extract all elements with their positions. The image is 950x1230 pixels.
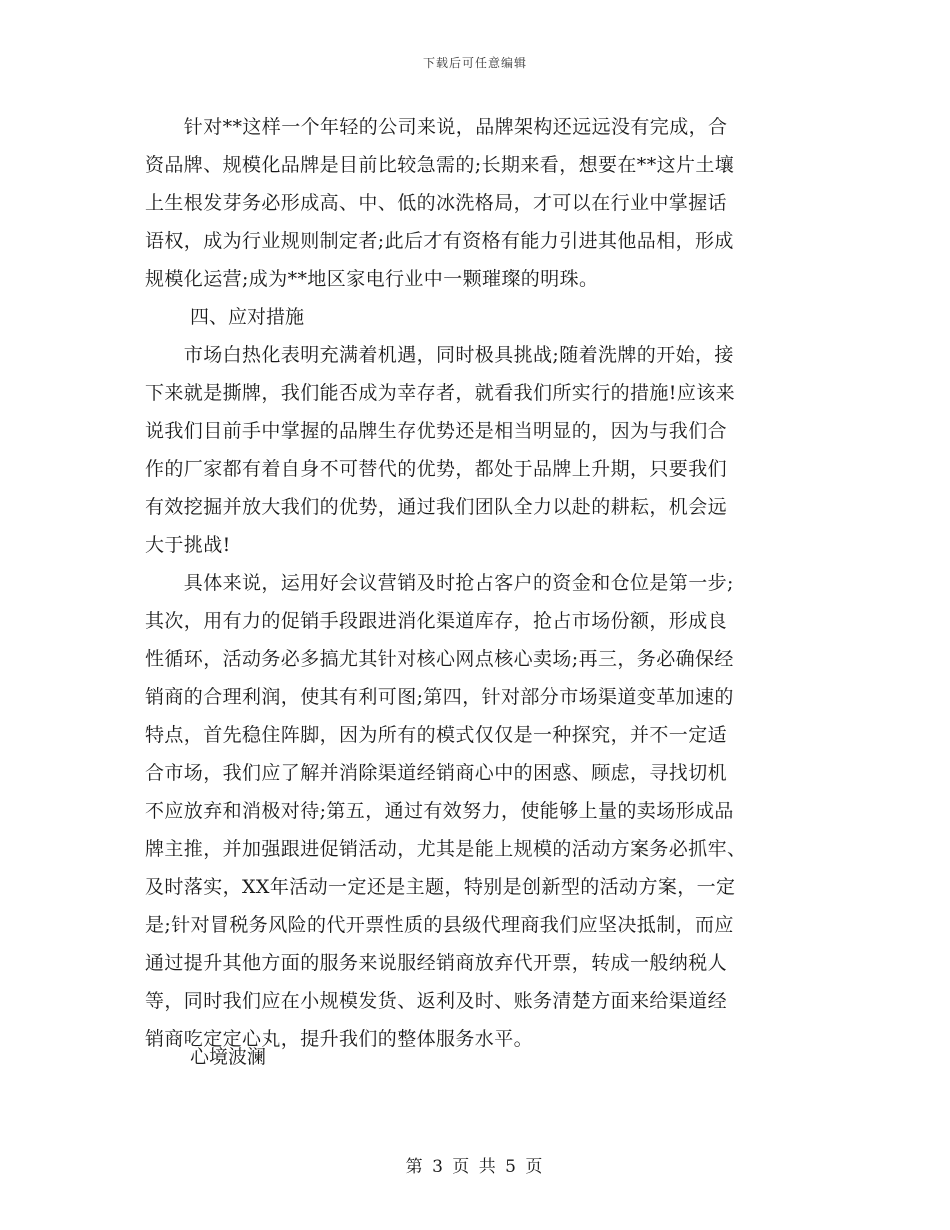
text-line: 作的厂家都有着自身不可替代的优势，都处于品牌上升期，只要我们 bbox=[145, 458, 728, 480]
text-line: 是;针对冒税务风险的代开票性质的县级代理商我们应坚决抵制，而应 bbox=[145, 914, 734, 936]
text-line: 市场白热化表明充满着机遇，同时极具挑战;随着洗牌的开始，接 bbox=[145, 344, 734, 366]
text-line: 特点，首先稳住阵脚，因为所有的模式仅仅是一种探究，并不一定适 bbox=[145, 724, 728, 746]
document-body bbox=[145, 108, 805, 1058]
text-line: 规模化运营;成为**地区家电行业中一颗璀璨的明珠。 bbox=[145, 268, 599, 290]
text-line: 大于挑战! bbox=[145, 534, 231, 556]
text-line: 不应放弃和消极对待;第五，通过有效努力，使能够上量的卖场形成品 bbox=[145, 800, 734, 822]
text-line: 牌主推，并加强跟进促销活动，尤其是能上规模的活动方案务必抓牢、 bbox=[145, 838, 747, 860]
text-line: 合市场，我们应了解并消除渠道经销商心中的困惑、顾虑，寻找切机 bbox=[145, 762, 728, 784]
section-heading-mood: 心境波澜 bbox=[190, 1046, 267, 1068]
text-line: 销商吃定定心丸，提升我们的整体服务水平。 bbox=[145, 1028, 534, 1050]
text-line: 有效挖掘并放大我们的优势，通过我们团队全力以赴的耕耘，机会远 bbox=[145, 496, 728, 518]
text-line: 针对**这样一个年轻的公司来说，品牌架构还远远没有完成，合 bbox=[145, 116, 728, 138]
text-line: 下来就是撕牌，我们能否成为幸存者，就看我们所实行的措施!应该来 bbox=[145, 382, 736, 404]
text-line: 性循环，活动务必多搞尤其针对核心网点核心卖场;再三，务必确保经 bbox=[145, 648, 734, 670]
text-line: 说我们目前手中掌握的品牌生存优势还是相当明显的，因为与我们合 bbox=[145, 420, 728, 442]
text-line: 其次，用有力的促销手段跟进消化渠道库存，抢占市场份额，形成良 bbox=[145, 610, 728, 632]
text-line: 具体来说，运用好会议营销及时抢占客户的资金和仓位是第一步; bbox=[145, 572, 734, 594]
paragraph-brand-structure bbox=[145, 108, 805, 298]
text-line: 等，同时我们应在小规模发货、返利及时、账务清楚方面来给渠道经 bbox=[145, 990, 728, 1012]
section-heading-measures: 四、应对措施 bbox=[190, 306, 305, 328]
page-footer: 第 3 页 共 5 页 bbox=[405, 1157, 545, 1177]
text-line: 语权，成为行业规则制定者;此后才有资格有能力引进其他品相，形成 bbox=[145, 230, 734, 252]
text-line: 及时落实，XX年活动一定还是主题，特别是创新型的活动方案，一定 bbox=[145, 876, 736, 898]
text-line: 资品牌、规模化品牌是目前比较急需的;长期来看，想要在**这片土壤 bbox=[145, 154, 735, 176]
paragraph-specifics bbox=[145, 564, 805, 1058]
text-line: 销商的合理利润，使其有利可图;第四，针对部分市场渠道变革加速的 bbox=[145, 686, 734, 708]
text-line: 通过提升其他方面的服务来说服经销商放弃代开票，转成一般纳税人 bbox=[145, 952, 728, 974]
text-line: 上生根发芽务必形成高、中、低的冰洗格局，才可以在行业中掌握话 bbox=[145, 192, 728, 214]
paragraph-market bbox=[145, 336, 805, 564]
page-header: 下载后可任意编辑 bbox=[422, 56, 527, 70]
